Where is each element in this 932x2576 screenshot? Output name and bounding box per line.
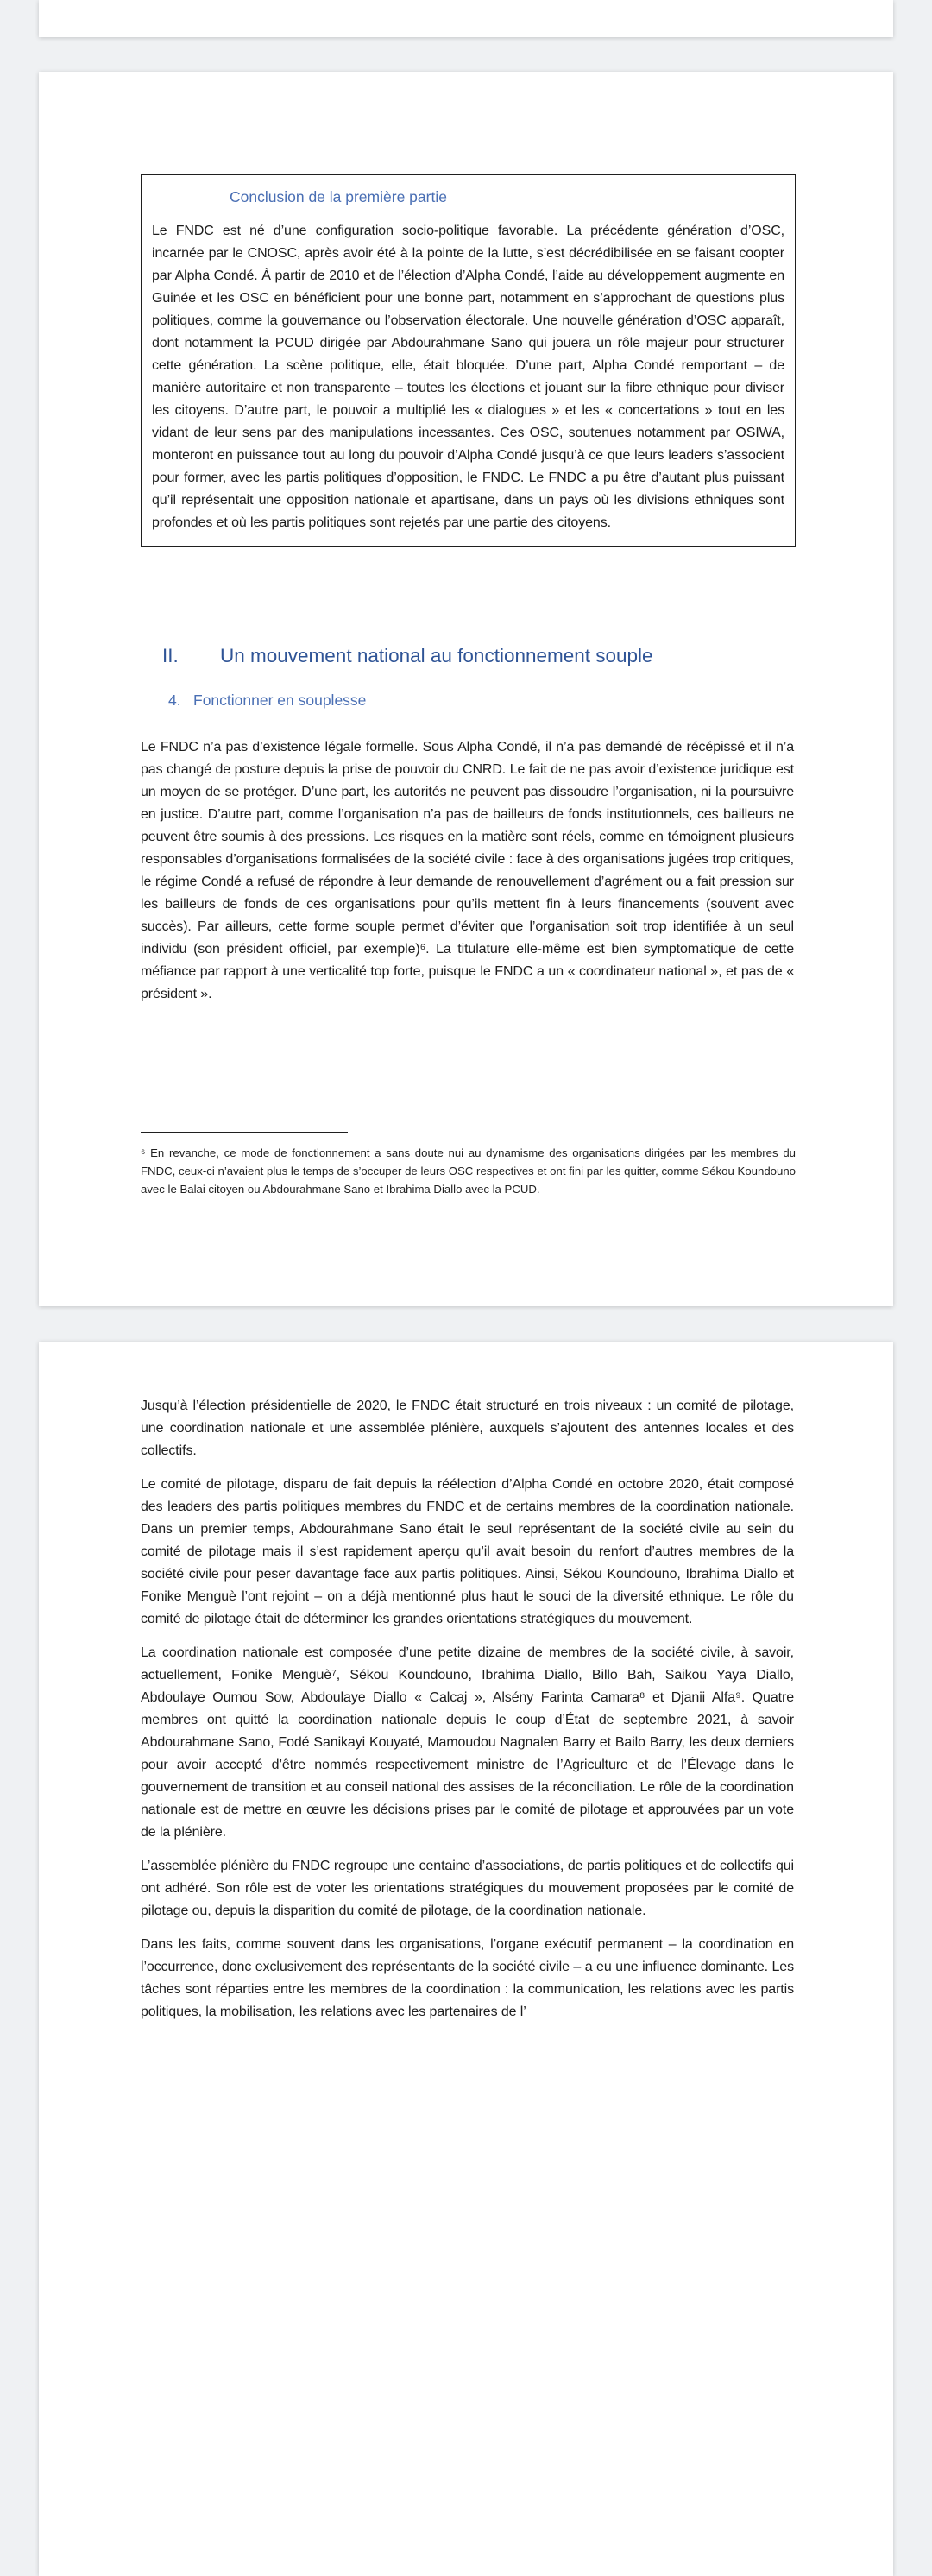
previous-page-bottom-edge [39,0,893,37]
section-heading-title: Un mouvement national au fonctionnement souple [220,645,653,666]
conclusion-box [141,174,796,547]
document-page-2 [39,1342,893,2576]
page2-paragraph-4: L’assemblée plénière du FNDC regroupe une centaine d’associations, de partis politiques et de collectifs qui ont adhéré. Son rôle est de voter les orientations stratégiques du mouvement proposées par le comité de pilotage ou, depuis la disparition du comité de pilotage, de la coordination nationale. [141,1859,794,1918]
subsection-heading [141,691,796,710]
page2-paragraph-5-clipped-continuation: la communication, les relations avec les partis politiques, la mobilisation, les relations avec les partenaires de l’ [141,1982,794,2019]
document-page-1 [39,72,893,1306]
subsection-heading-title: Fonctionner en souplesse [193,691,367,709]
page2-paragraph-5 [141,1934,794,2024]
footnote-6: ⁶ En revanche, ce mode de fonctionnement a sans doute nui au dynamisme des organisations dirigées par les membres du FNDC, ceux-ci n’avaient plus le temps de s’occuper de leurs OSC respectives et ont fini par les quitter, comme Sékou Koundouno avec le Balai citoyen ou Abdourahmane Sano et Ibrahima Diallo avec la PCUD. [141,1146,796,1196]
conclusion-box-body: Le FNDC est né d’une configuration socio-politique favorable. La précédente génération d’OSC, incarnée par le CNOSC, après avoir été à la pointe de la lutte, s’est décrédibilisée en se faisant coopter par Alpha Condé. À partir de 2010 et de l’élection d’Alpha Condé, l’aide au développement augmente en Guinée et les OSC en bénéficient pour une bonne part, notamment en s’approchant de questions plus politiques, comme la gouvernance ou l’observation électorale. Une nouvelle génération d’OSC apparaît, dont notamment la PCUD dirigée par Abdourahmane Sano qui jouera un rôle majeur pour structurer cette génération. La scène politique, elle, était bloquée. D’une part, Alpha Condé remportant – de manière autoritaire et non transparente – toutes les élections et jouant sur la fibre ethnique pour diviser les citoyens. D’autre part, le pouvoir a multiplié les « dialogues » et les « concertations » tout en les vidant de leur sens par des manipulations incessantes. Ces OSC, soutenues notamment par OSIWA, monteront en puissance tout au long du pouvoir d’Alpha Condé jusqu’à ce que leurs leaders s’associent pour former, avec les partis politiques d’opposition, le FNDC. Le FNDC a pu être d’autant plus puissant qu’il représentait une opposition nationale et apartisane, dans un pays où les divisions ethniques sont profondes et où les partis politiques sont rejetés par une partie des citoyens. [152,224,784,530]
page2-paragraph-2: Le comité de pilotage, disparu de fait depuis la réélection d’Alpha Condé en octobre 2020, était composé des leaders des partis politiques membres du FNDC et de certains membres de la coordination nationale. Dans un premier temps, Abdourahmane Sano était le seul représentant de la société civile au sein du comité de pilotage mais il s’est rapidement aperçu qu’il avait besoin du renfort d’autres membres de la société civile pour peser davantage face aux partis politiques. Ainsi, Sékou Koundouno, Ibrahima Diallo et Fonike Menguè l’ont rejoint – on a déjà mentionné plus haut le souci de la diversité ethnique. Le rôle du comité de pilotage était de déterminer les grandes orientations stratégiques du mouvement. [141,1477,794,1626]
conclusion-box-title: Conclusion de la première partie [230,188,447,205]
section-heading [141,645,796,667]
page2-paragraph-5-text: Dans les faits, comme souvent dans les organisations, l’organe exécutif permanent – la coordination en l’occurrence, donc exclusivement des représentants de la société civile – a eu une influence dominante. Les tâches sont réparties entre les membres de la coordination : [141,1937,794,1997]
page2-paragraph-1: Jusqu’à l’élection présidentielle de 2020, le FNDC était structuré en trois niveaux : un comité de pilotage, une coordination nationale et une assemblée plénière, auxquels s’ajoutent des antennes locales et des collectifs. [141,1398,794,1458]
footnote-separator [141,1132,348,1133]
page2-paragraph-3: La coordination nationale est composée d’une petite dizaine de membres de la société civile, à savoir, actuellement, Fonike Menguè⁷, Sékou Koundouno, Ibrahima Diallo, Billo Bah, Saikou Yaya Diallo, Abdoulaye Oumou Sow, Abdoulaye Diallo « Calcaj », Alsény Farinta Camara⁸ et Djanii Alfa⁹. Quatre membres ont quitté la coordination nationale depuis le coup d’État de septembre 2021, à savoir Abdourahmane Sano, Fodé Sanikayi Kouyaté, Mamoudou Nagnalen Barry et Bailo Barry, les deux derniers pour avoir accepté d’être nommés respectivement ministre de l’Agriculture et de l’Élevage dans le gouvernement de transition et au conseil national des assises de la réconciliation. Le rôle de la coordination nationale est de mettre en œuvre les décisions prises par le comité de pilotage et approuvées par un vote de la plénière. [141,1645,794,1840]
subsection-heading-number: 4. [168,691,181,709]
page1-body-paragraph: Le FNDC n’a pas d’existence légale formelle. Sous Alpha Condé, il n’a pas demandé de récépissé et il n’a pas changé de posture depuis la prise de pouvoir du CNRD. Le fait de ne pas avoir d’existence juridique est un moyen de se protéger. D’une part, les autorités ne peuvent pas dissoudre l’organisation, ni la poursuivre en justice. D’autre part, comme l’organisation n’a pas de bailleurs de fonds institutionnels, ces bailleurs ne peuvent être soumis à des pressions. Les risques en la matière sont réels, comme en témoignent plusieurs responsables d’organisations formalisées de la société civile : face à des organisations jugées trop critiques, le régime Condé a refusé de répondre à leur demande de renouvellement d’agrément ou a fait pression sur les bailleurs de fonds de ces organisations pour qu’ils mettent fin à leurs financements (souvent avec succès). Par ailleurs, cette forme souple permet d’éviter que l’organisation soit trop identifiée à un seul individu (son président officiel, par exemple)⁶. La titulature elle-même est bien symptomatique de cette méfiance par rapport à une verticalité top forte, puisque le FNDC a un « coordinateur national », et pas de « président ». [141,740,794,1001]
section-heading-number: II. [162,645,179,666]
